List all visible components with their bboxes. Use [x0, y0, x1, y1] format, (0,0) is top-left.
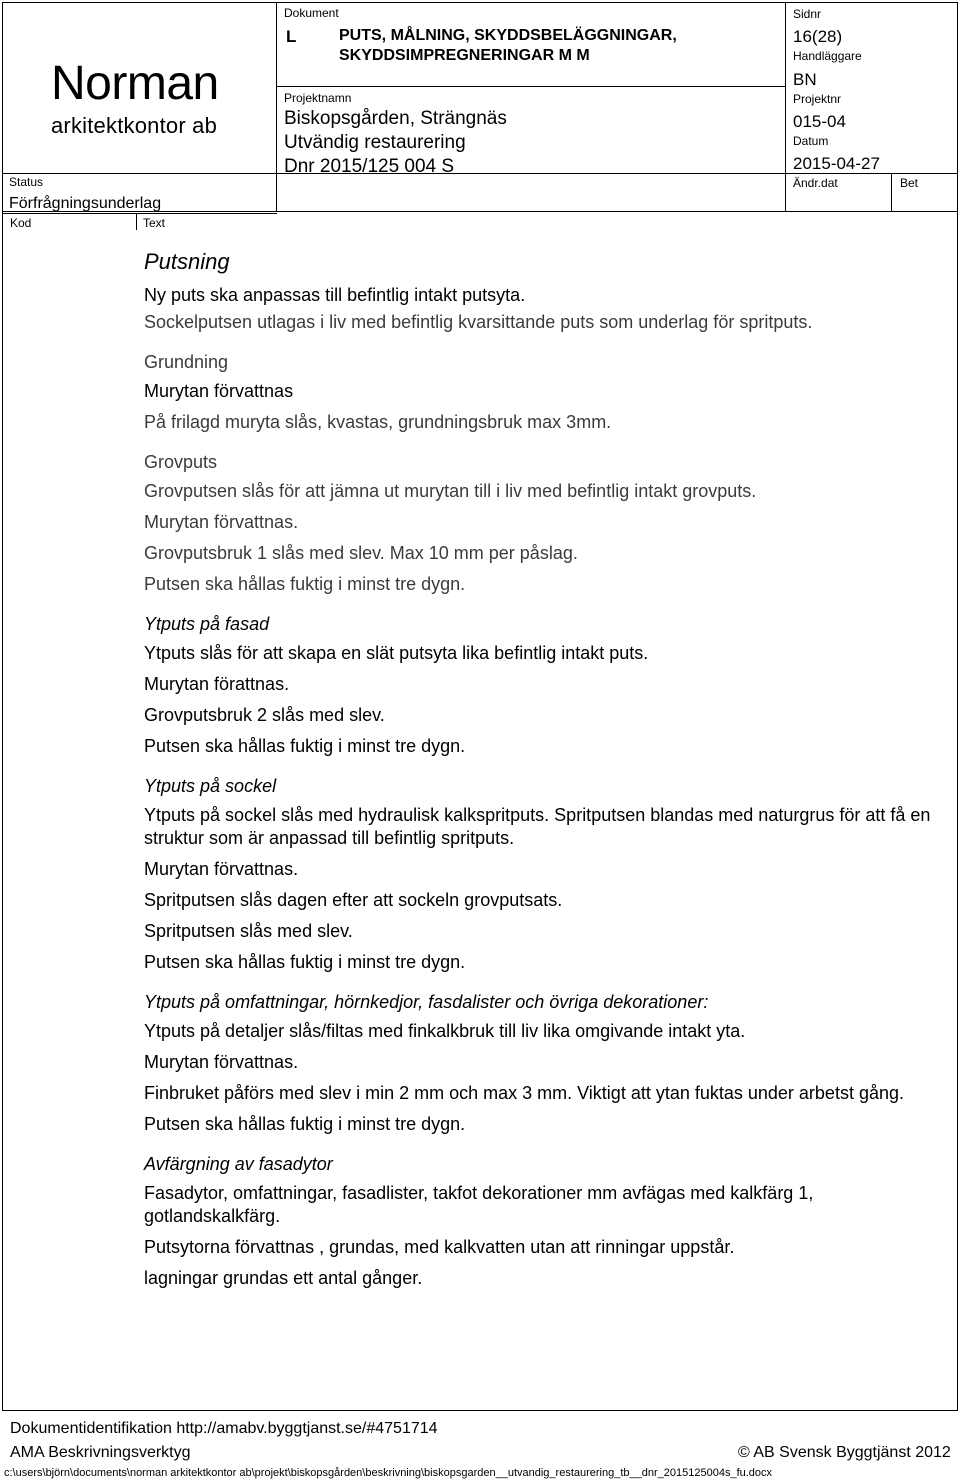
- header-divider: [276, 3, 277, 211]
- subsection-heading: Ytputs på fasad: [144, 614, 270, 634]
- paragraph: Putsen ska hållas fuktig i minst tre dygn.: [144, 952, 466, 972]
- bet-label: Bet: [900, 176, 919, 190]
- subsection-heading: Grovputs: [144, 452, 218, 472]
- sidnr-label: Sidnr: [793, 7, 822, 21]
- paragraph: På frilagd muryta slås, kvastas, grundningsbruk max 3mm.: [144, 412, 612, 432]
- document-body: [144, 248, 934, 1298]
- projektnamn-label: Projektnamn: [284, 91, 352, 105]
- paragraph: Putsen ska hållas fuktig i minst tre dygn.: [144, 574, 466, 594]
- paragraph: Spritputsen slås med slev.: [144, 921, 353, 941]
- logo-name: Norman: [51, 57, 219, 110]
- paragraph: Ytputs på sockel slås med hydraulisk kalkspritputs. Spritputsen blandas med naturgrus för att få en struktur som är anpassad till befintlig spritputs.: [144, 805, 931, 848]
- footer-copyright: [738, 1443, 951, 1463]
- footer-document-id: Dokumentidentifikation http://amabv.byggtjanst.se/#4751714: [10, 1420, 438, 1437]
- paragraph: Murytan förvattnas: [144, 381, 294, 401]
- datum-value: 2015-04-27: [793, 154, 880, 173]
- handlaggare-label: Handläggare: [793, 49, 862, 63]
- paragraph: Ny puts ska anpassas till befintlig intakt putsyta.: [144, 285, 526, 305]
- projektnr-value: 015-04: [793, 112, 846, 131]
- projektnamn-line-2: Utvändig restaurering: [284, 132, 466, 153]
- subsection-heading: Ytputs på sockel: [144, 776, 277, 796]
- dokument-label: Dokument: [284, 6, 339, 20]
- paragraph: Putsen ska hållas fuktig i minst tre dygn.: [144, 736, 466, 756]
- paragraph: Spritputsen slås dagen efter att sockeln grovputsats.: [144, 890, 563, 910]
- projektnamn-line-1: Biskopsgården, Strängnäs: [284, 108, 507, 129]
- subsection-heading: Ytputs på omfattningar, hörnkedjor, fasdalister och övriga dekorationer:: [144, 992, 709, 1012]
- paragraph: Grovputsbruk 1 slås med slev. Max 10 mm per påslag.: [144, 543, 578, 563]
- header-divider: [891, 173, 892, 211]
- paragraph: Ytputs slås för att skapa en slät putsyta lika befintlig intakt puts.: [144, 643, 649, 663]
- dokument-title-1: PUTS, MÅLNING, SKYDDSBELÄGGNINGAR,: [339, 27, 677, 44]
- paragraph: Putsen ska hållas fuktig i minst tre dygn.: [144, 1114, 466, 1134]
- logo-subtitle: arkitektkontor ab: [51, 113, 218, 138]
- paragraph: Ytputs på detaljer slås/filtas med finkalkbruk till liv lika omgivande intakt yta.: [144, 1021, 746, 1041]
- text-label: Text: [143, 216, 166, 230]
- footer-copyright-text: AB Svensk Byggtjänst 2012: [753, 1444, 951, 1461]
- status-value: Förfrågningsunderlag: [9, 195, 162, 212]
- kod-label: Kod: [10, 216, 32, 230]
- paragraph: Murytan förattnas.: [144, 674, 290, 694]
- paragraph: Grovputsbruk 2 slås med slev.: [144, 705, 385, 725]
- paragraph: Murytan förvattnas.: [144, 512, 299, 532]
- sidnr-value: 16(28): [793, 27, 843, 46]
- subsection-heading: Avfärgning av fasadytor: [144, 1154, 333, 1174]
- handlaggare-value: BN: [793, 70, 817, 89]
- projektnamn-line-3: Dnr 2015/125 004 S: [284, 156, 455, 177]
- footer-file-path: c:\users\björn\documents\norman arkitektkontor ab\projekt\biskopsgården\beskrivning\biskopsgarden__utvandig_restaurering_tb__dnr_2015125004s_fu.docx: [4, 1467, 773, 1479]
- projektnr-label: Projektnr: [793, 92, 842, 106]
- paragraph: Fasadytor, omfattningar, fasadlister, takfot dekorationer mm avfägas med kalkfärg 1, gotlandskalkfärg.: [144, 1183, 814, 1226]
- status-label: Status: [9, 175, 44, 189]
- paragraph: Finbruket påförs med slev i min 2 mm och max 3 mm. Viktigt att ytan fuktas under arbetst gång.: [144, 1083, 904, 1103]
- paragraph: Murytan förvattnas.: [144, 859, 299, 879]
- section-heading: Putsning: [144, 249, 230, 274]
- dokument-code: L: [286, 27, 297, 46]
- paragraph: lagningar grundas ett antal gånger.: [144, 1268, 423, 1288]
- paragraph: Putsytorna förvattnas , grundas, med kalkvatten utan att rinningar uppstår.: [144, 1237, 735, 1257]
- copyright-icon: ©: [738, 1444, 750, 1461]
- paragraph: Murytan förvattnas.: [144, 1052, 299, 1072]
- header-divider: [276, 86, 785, 87]
- andrdat-label: Ändr.dat: [793, 176, 838, 190]
- header-divider: [785, 3, 786, 211]
- paragraph: Sockelputsen utlagas i liv med befintlig kvarsittande puts som underlag för spritputs.: [144, 312, 813, 332]
- paragraph: Grovputsen slås för att jämna ut murytan till i liv med befintlig intakt grovputs.: [144, 481, 757, 501]
- company-logo: [51, 57, 271, 139]
- dokument-title-2: SKYDDSIMPREGNERINGAR M M: [339, 47, 590, 64]
- datum-label: Datum: [793, 134, 829, 148]
- footer-tool: AMA Beskrivningsverktyg: [10, 1444, 191, 1461]
- document-header: [2, 2, 958, 212]
- subsection-heading: Grundning: [144, 352, 229, 372]
